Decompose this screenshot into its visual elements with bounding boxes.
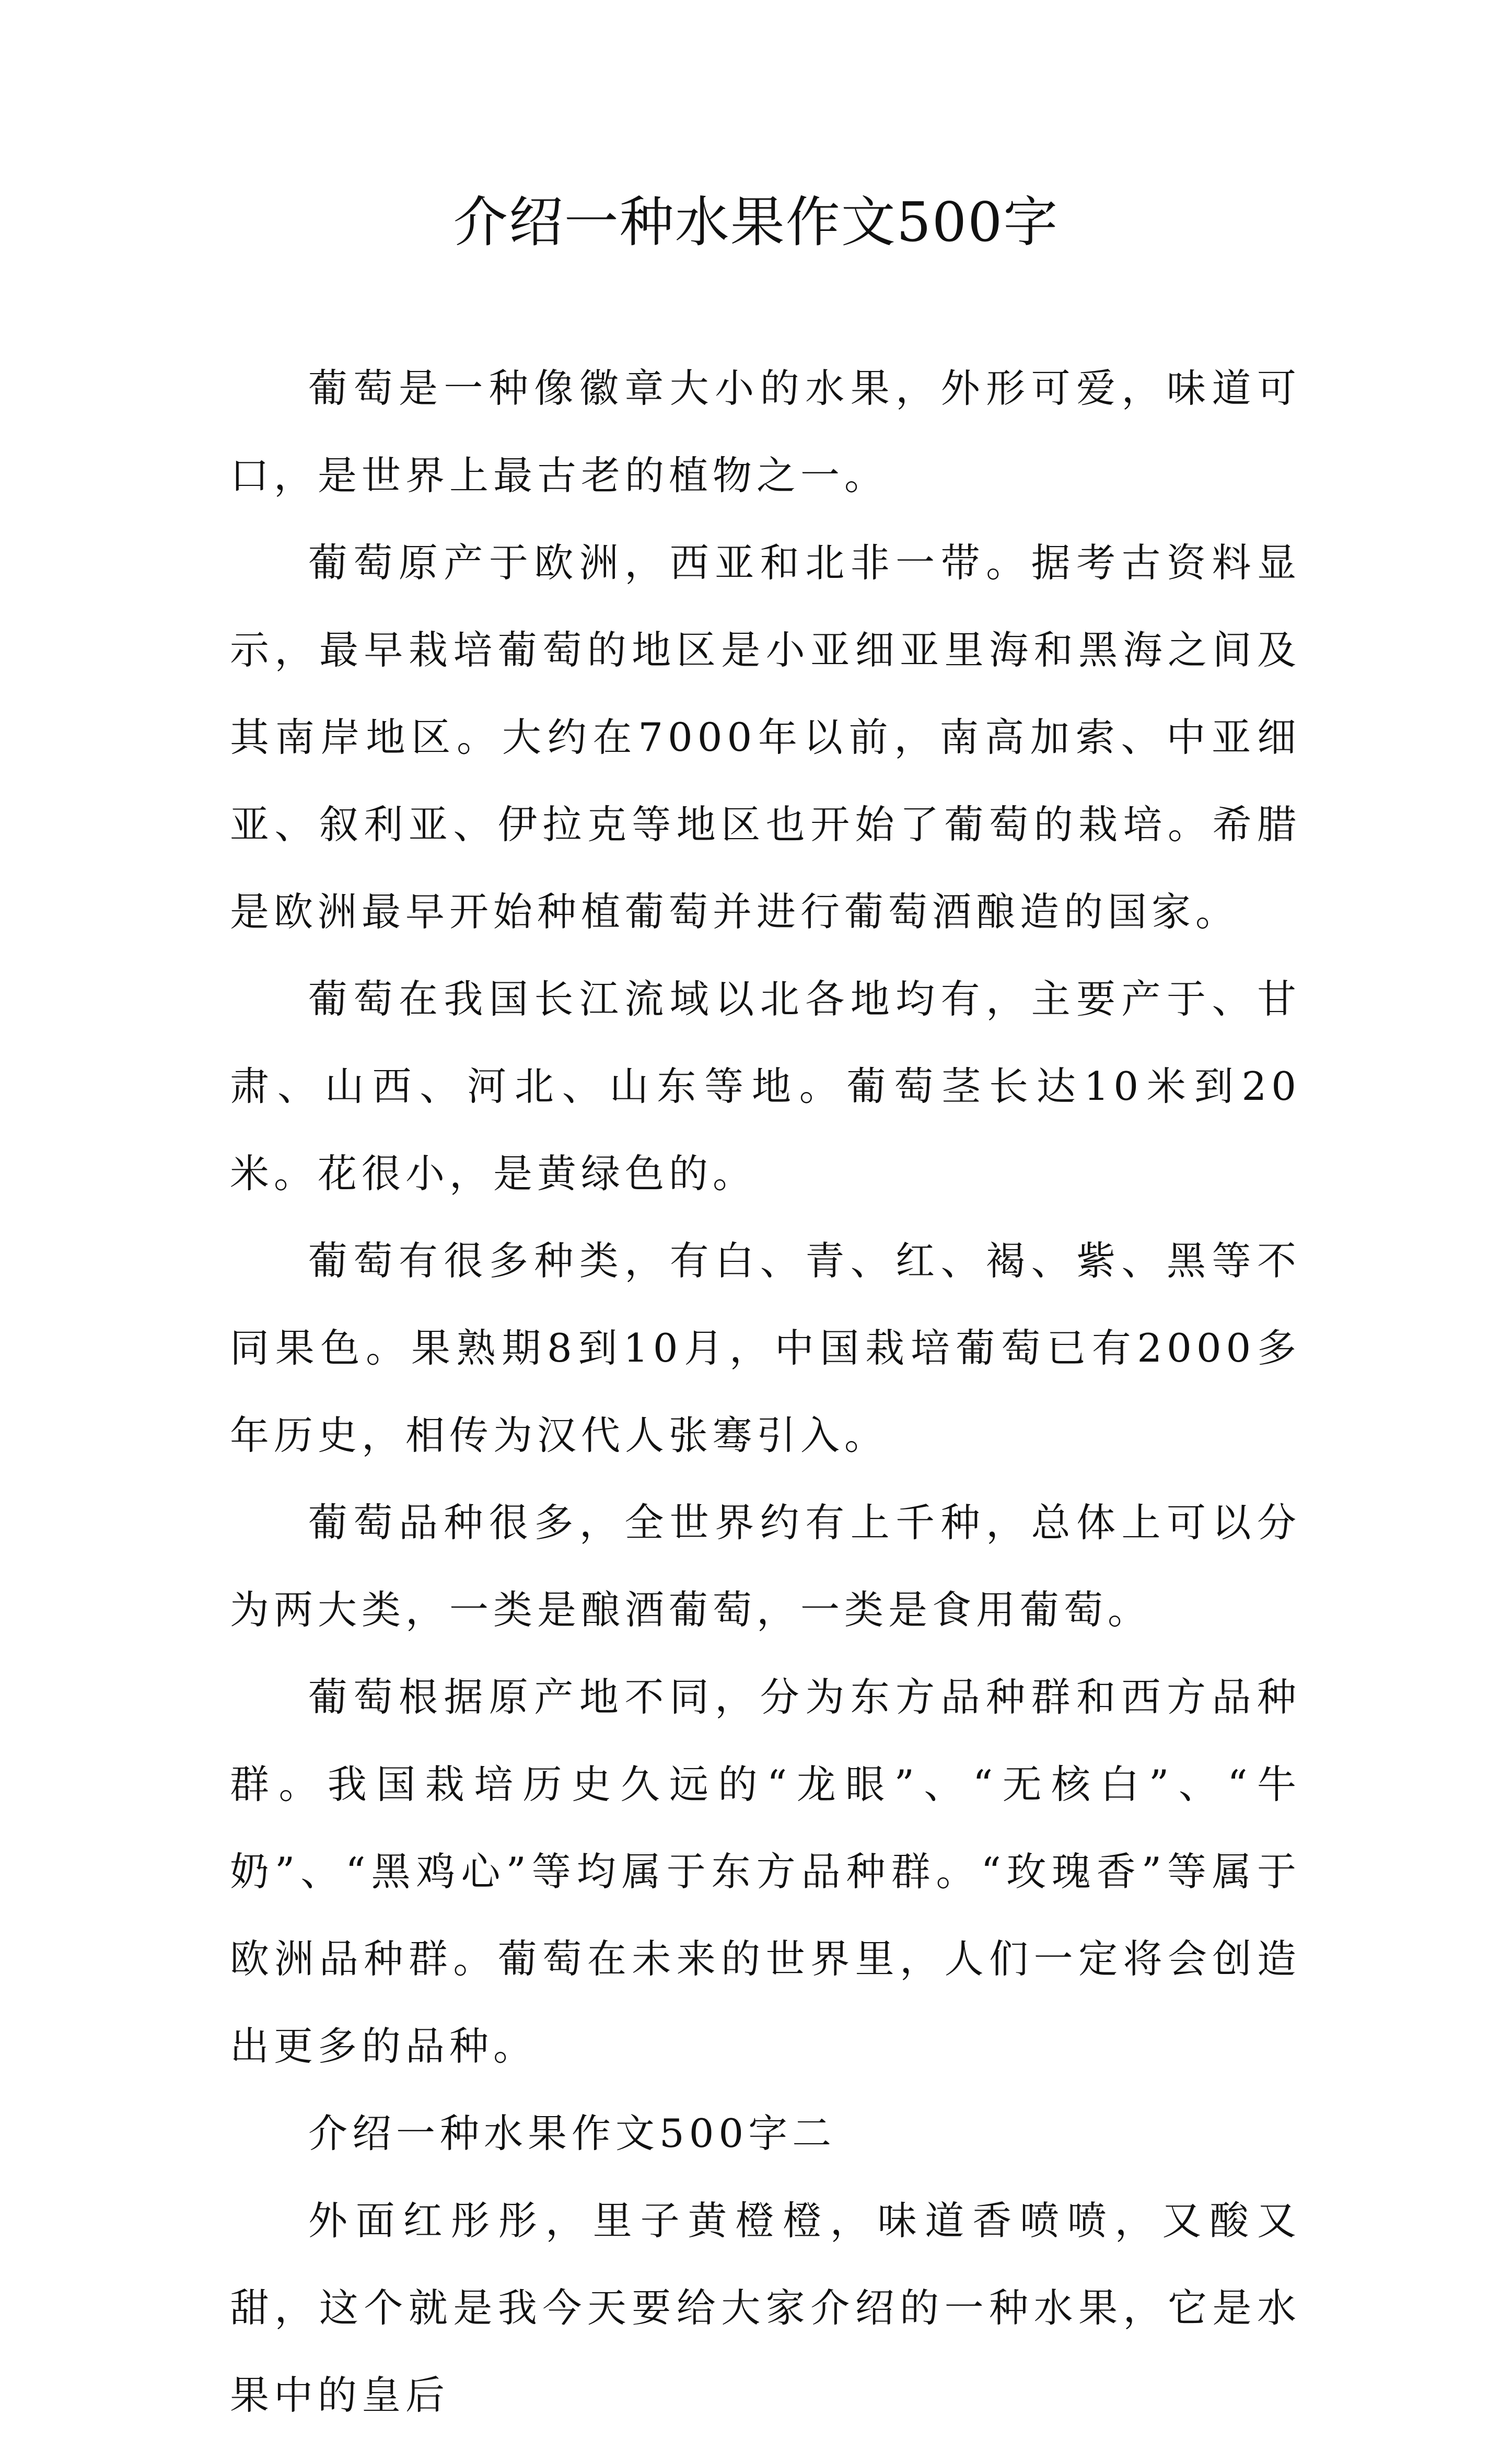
paragraph: 葡萄有很多种类，有白、青、红、褐、紫、黑等不同果色。果熟期8到10月，中国栽培葡萄已有2000多年历史，相传为汉代人张骞引入。 (230, 1238, 1301, 1458)
document-body (230, 345, 1301, 2439)
paragraph: 葡萄原产于欧洲，西亚和北非一带。据考古资料显示，最早栽培葡萄的地区是小亚细亚里海和黑海之间及其南岸地区。大约在7000年以前，南高加索、中亚细亚、叙利亚、伊拉克等地区也开始了葡萄的栽培。希腊是欧洲最早开始种植葡萄并进行葡萄酒酿造的国家。 (230, 540, 1301, 935)
paragraph: 葡萄根据原产地不同，分为东方品种群和西方品种群。我国栽培历史久远的“龙眼”、“无核白”、“牛奶”、“黑鸡心”等均属于东方品种群。“玫瑰香”等属于欧洲品种群。葡萄在未来的世界里，人们一定将会创造出更多的品种。 (230, 1674, 1301, 2069)
paragraph: 葡萄是一种像徽章大小的水果，外形可爱，味道可口，是世界上最古老的植物之一。 (230, 365, 1301, 498)
paragraph: 外面红彤彤，里子黄橙橙，味道香喷喷，又酸又甜，这个就是我今天要给大家介绍的一种水果，它是水果中的皇后 (230, 2198, 1301, 2418)
paragraph: 葡萄品种很多，全世界约有上千种，总体上可以分为两大类，一类是酿酒葡萄，一类是食用葡萄。 (230, 1500, 1301, 1633)
paragraph: 葡萄在我国长江流域以北各地均有，主要产于、甘肃、山西、河北、山东等地。葡萄茎长达10米到20米。花很小，是黄绿色的。 (230, 976, 1301, 1197)
document-title: 介绍一种水果作文500字 (453, 190, 1059, 254)
section-heading: 介绍一种水果作文500字二 (308, 2110, 836, 2156)
